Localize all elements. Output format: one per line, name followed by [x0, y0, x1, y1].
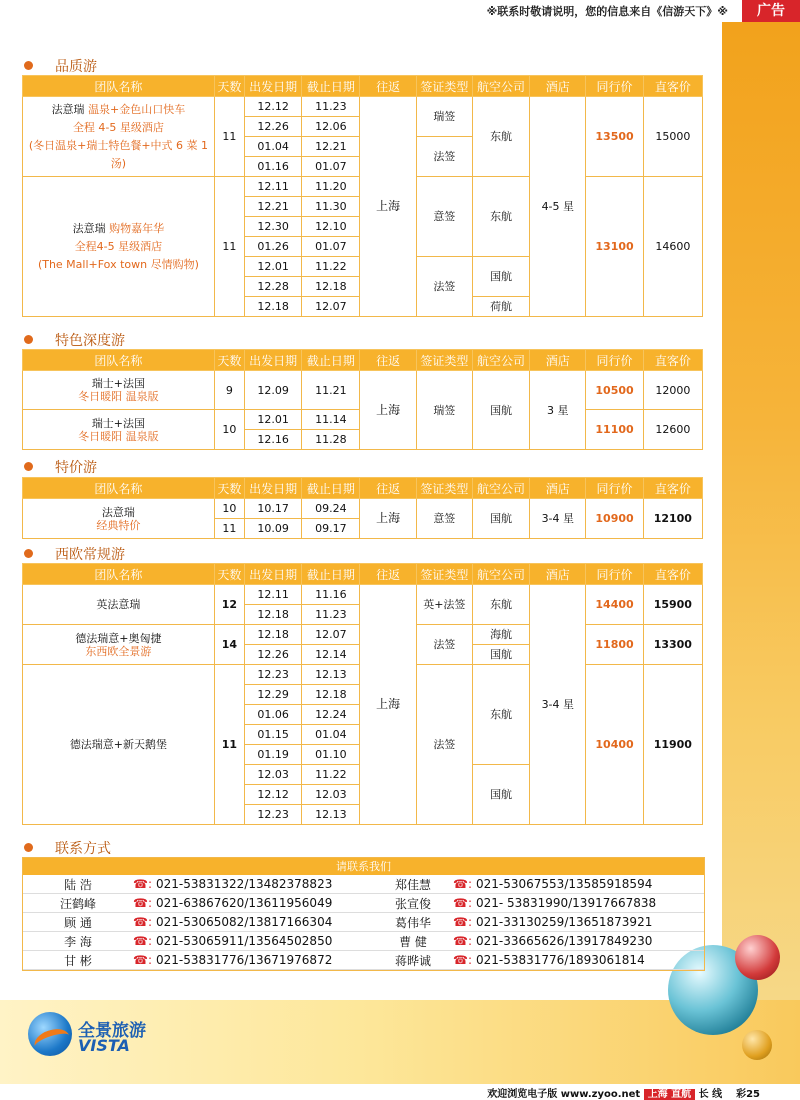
logo-en: VISTA	[78, 1036, 130, 1055]
special-tour-table	[22, 477, 703, 539]
table-row: 瑞士+法国 冬日暖阳 温泉版 10 12.01 11.14 11100 12600	[23, 410, 703, 430]
table-row: 12.29 12.18	[23, 685, 703, 705]
tour-name: 瑞士+法国 冬日暖阳 温泉版	[23, 410, 215, 450]
section-title-special: 特价游	[24, 457, 97, 477]
contact-row: 顾 通 ☎: 021-53065082/13817166304 葛伟华 ☎: 021-33130259/13651873921	[23, 913, 704, 932]
vista-logo	[28, 1012, 188, 1062]
table-row: 01.06 12.24	[23, 705, 703, 725]
top-bar	[0, 0, 800, 22]
tour-name: 法意瑞 经典特价	[23, 499, 215, 539]
phone-icon: ☎:	[133, 915, 152, 929]
ad-badge: 广告	[742, 0, 800, 22]
west-europe-tour-table	[22, 563, 703, 825]
phone-icon: ☎:	[133, 896, 152, 910]
table-row: 01.15 01.04	[23, 725, 703, 745]
page-number: 彩25	[736, 1089, 760, 1100]
table-row: 法意瑞 经典特价 10 10.17 09.24 上海 意签 国航 3-4 星 10900 12100	[23, 499, 703, 519]
source-note: ※联系时敬请说明，您的信息来自《信游天下》※	[486, 5, 728, 18]
contact-row: 汪鹤峰 ☎: 021-63867620/13611956049 张宣俊 ☎: 021- 53831990/13917667838	[23, 894, 704, 913]
tour-name: 瑞士+法国 冬日暖阳 温泉版	[23, 371, 215, 410]
bullet-icon	[24, 549, 33, 558]
section-title-feature: 特色深度游	[24, 330, 125, 350]
table-header: 团队名称 天数 出发日期 截止日期 往返 签证类型 航空公司 酒店 同行价 直客价	[23, 76, 703, 97]
tour-name: 德法瑞意+新天鹅堡	[23, 665, 215, 825]
contact-row: 甘 彬 ☎: 021-53831776/13671976872 蒋晔诚 ☎: 021-53831776/1893061814	[23, 951, 704, 970]
table-row: 12.18 11.23	[23, 605, 703, 625]
bullet-icon	[24, 335, 33, 344]
tour-name: 法意瑞 购物嘉年华 全程4-5 星级酒店 (The Mall+Fox town 尽情购物)	[23, 177, 215, 317]
contact-panel	[22, 857, 705, 971]
table-row: 12.26 12.06	[23, 117, 703, 137]
table-row: 01.19 01.10	[23, 745, 703, 765]
table-row: 12.12 12.03	[23, 785, 703, 805]
table-row: 01.16 01.07	[23, 157, 703, 177]
table-row: 12.28 12.18	[23, 277, 703, 297]
tour-name: 法意瑞 温泉+金色山口快车 全程 4-5 星级酒店 (冬日温泉+瑞士特色餐+中式 6 菜 1 汤)	[23, 97, 215, 177]
side-decoration	[722, 22, 800, 1022]
bullet-icon	[24, 843, 33, 852]
section-title-contact: 联系方式	[24, 838, 111, 858]
section-title-west-europe: 西欧常规游	[24, 544, 125, 564]
table-row: 德法瑞意+奥匈捷 东西欧全景游 14 12.18 12.07 法签 海航 11800 13300	[23, 625, 703, 645]
table-row: 01.26 01.07	[23, 237, 703, 257]
contact-header: 请联系我们	[23, 858, 704, 875]
table-row: 德法瑞意+新天鹅堡 11 12.23 12.13 法签 东航 10400 11900	[23, 665, 703, 685]
table-row: 12.03 11.22 国航	[23, 765, 703, 785]
logo-cn: 全景旅游	[78, 1021, 146, 1041]
red-bauble-icon	[735, 935, 780, 980]
gold-bauble-icon	[742, 1030, 772, 1060]
contact-row: 李 海 ☎: 021-53065911/13564502850 曹 健 ☎: 021-33665626/13917849230	[23, 932, 704, 951]
table-header: 团队名称 天数 出发日期 截止日期 往返 签证类型 航空公司 酒店 同行价 直客价	[23, 350, 703, 371]
feature-tour-table	[22, 349, 703, 450]
footer-text: 欢迎浏览电子版 www.zyoo.net 上海 直航 长 线 彩25	[487, 1089, 760, 1100]
bullet-icon	[24, 61, 33, 70]
phone-icon: ☎:	[133, 953, 152, 967]
table-row: 11 10.09 09.17	[23, 519, 703, 539]
bullet-icon	[24, 462, 33, 471]
table-row: 瑞士+法国 冬日暖阳 温泉版 9 12.09 11.21 上海 瑞签 国航 3 星 10500 12000	[23, 371, 703, 410]
table-row: 12.23 12.13	[23, 805, 703, 825]
table-row: 12.30 12.10	[23, 217, 703, 237]
table-row: 英法意瑞 12 12.11 11.16 上海 英+法签 东航 3-4 星 14400 15900	[23, 585, 703, 605]
table-row: 01.04 12.21 法签	[23, 137, 703, 157]
tour-name: 德法瑞意+奥匈捷 东西欧全景游	[23, 625, 215, 665]
table-header: 团队名称 天数 出发日期 截止日期 往返 签证类型 航空公司 酒店 同行价 直客价	[23, 564, 703, 585]
contact-table	[23, 875, 704, 970]
section-title-quality: 品质游	[24, 56, 97, 76]
contact-row: 陆 浩 ☎: 021-53831322/13482378823 郑佳慧 ☎: 021-53067553/13585918594	[23, 875, 704, 894]
phone-icon: ☎:	[133, 934, 152, 948]
phone-icon: ☎:	[453, 934, 472, 948]
quality-tour-table	[22, 75, 703, 317]
phone-icon: ☎:	[133, 877, 152, 891]
table-row: 12.18 12.07 荷航	[23, 297, 703, 317]
table-row: 法意瑞 购物嘉年华 全程4-5 星级酒店 (The Mall+Fox town 尽情购物) 11 12.11 11.20 意签 东航 13100 14600	[23, 177, 703, 197]
tour-name: 英法意瑞	[23, 585, 215, 625]
table-row: 12.21 11.30	[23, 197, 703, 217]
footer-bar	[0, 1084, 800, 1100]
table-row: 12.26 12.14 国航	[23, 645, 703, 665]
phone-icon: ☎:	[453, 896, 472, 910]
phone-icon: ☎:	[453, 915, 472, 929]
phone-icon: ☎:	[453, 953, 472, 967]
table-row: 12.01 11.22 法签 国航	[23, 257, 703, 277]
phone-icon: ☎:	[453, 877, 472, 891]
table-row: 12.16 11.28	[23, 430, 703, 450]
table-header: 团队名称 天数 出发日期 截止日期 往返 签证类型 航空公司 酒店 同行价 直客价	[23, 478, 703, 499]
table-row: 法意瑞 温泉+金色山口快车 全程 4-5 星级酒店 (冬日温泉+瑞士特色餐+中式 6 菜 1 汤) 11 12.12 11.23 上海 瑞签 东航 4-5 星 13500 15000	[23, 97, 703, 117]
